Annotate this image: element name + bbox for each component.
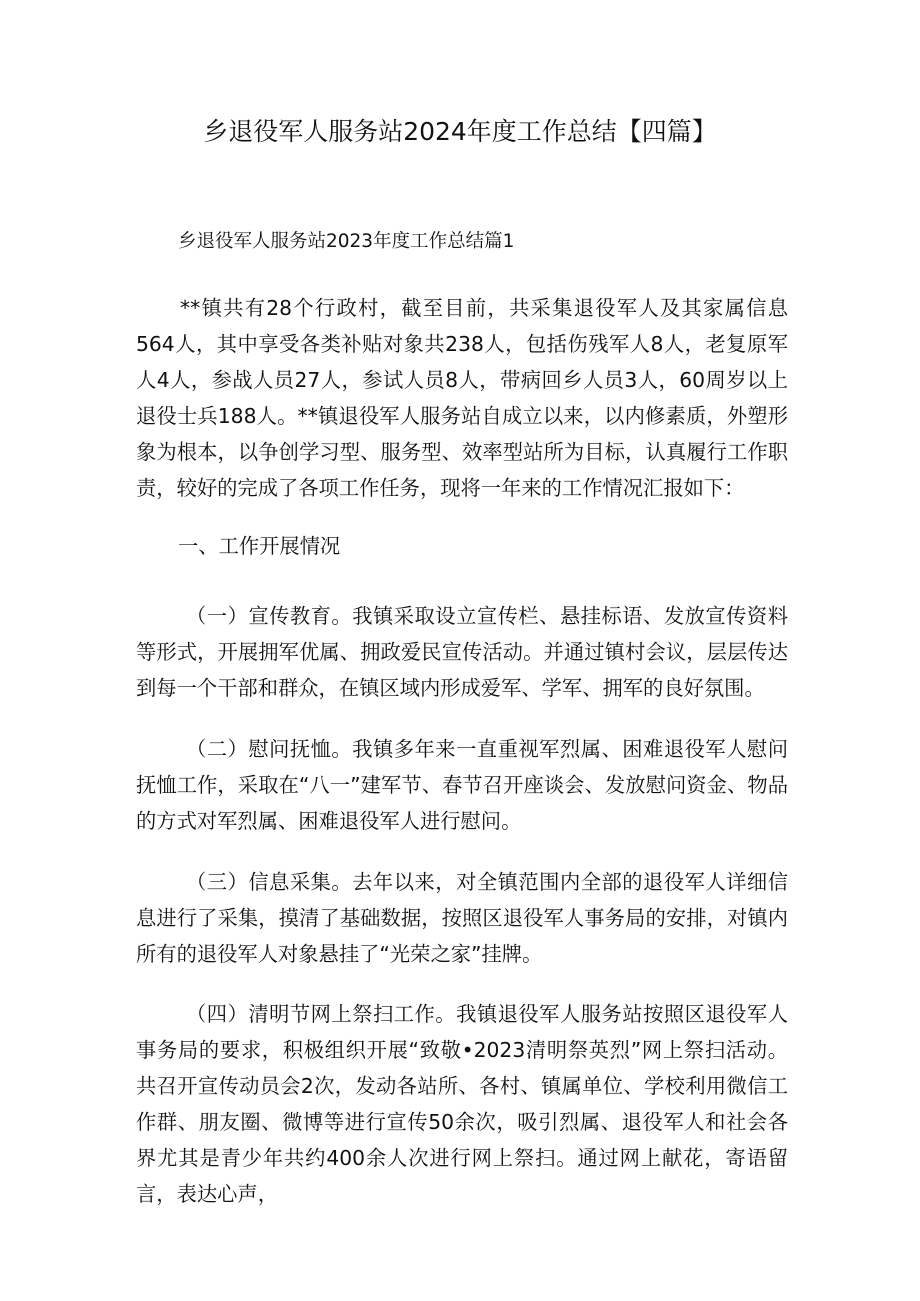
section-paragraph-4: （四）清明节网上祭扫工作。我镇退役军人服务站按照区退役军人事务局的要求，积极组织开展“致敬•2023清明祭英烈”网上祭扫活动。共召开宣传动员会2次，发动各站所、各村、镇属单位、学校利用微信工作群、朋友圈、微博等进行宣传50余次，吸引烈属、退役军人和社会各界尤其是青少年共约400余人次进行网上祭扫。通过网上献花，寄语留言，表达心声，: [136, 1002, 788, 1206]
section-paragraph-3: （三）信息采集。去年以来，对全镇范围内全部的退役军人详细信息进行了采集，摸清了基础数据，按照区退役军人事务局的安排，对镇内所有的退役军人对象悬挂了“光荣之家”挂牌。: [136, 870, 788, 966]
section-paragraph-1: （一）宣传教育。我镇采取设立宣传栏、悬挂标语、发放宣传资料等形式，开展拥军优属、拥政爱民宣传活动。并通过镇村会议，层层传达到每一个干部和群众，在镇区域内形成爱军、学军、拥军的良好氛围。: [136, 604, 788, 700]
section-heading: 一、工作开展情况: [178, 534, 341, 558]
document-subtitle: 乡退役军人服务站2023年度工作总结篇1: [178, 231, 515, 252]
section-paragraph-2: （二）慰问抚恤。我镇多年来一直重视军烈属、困难退役军人慰问抚恤工作，采取在“八一”建军节、春节召开座谈会、发放慰问资金、物品的方式对军烈属、困难退役军人进行慰问。: [136, 737, 788, 833]
document-title: 乡退役军人服务站2024年度工作总结【四篇】: [203, 117, 717, 146]
intro-paragraph: **镇共有28个行政村，截至目前，共采集退役军人及其家属信息564人，其中享受各类补贴对象共238人，包括伤残军人8人，老复原军人4人，参战人员27人，参试人员8人，带病回乡人员3人，60周岁以上退役士兵188人。**镇退役军人服务站自成立以来，以内修素质，外塑形象为根本，以争创学习型、服务型、效率型站所为目标，认真履行工作职责，较好的完成了各项工作任务，现将一年来的工作情况汇报如下：: [136, 296, 788, 500]
